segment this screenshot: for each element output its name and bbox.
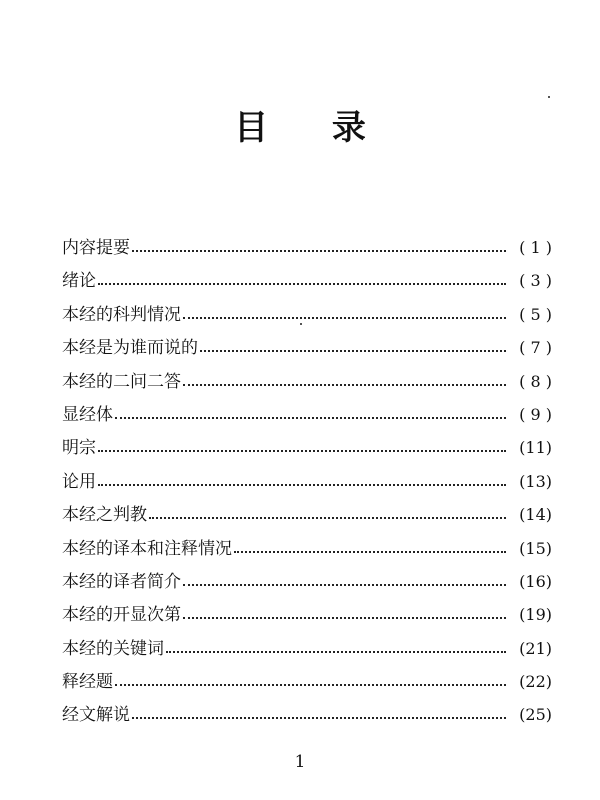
scan-speck: [548, 96, 550, 98]
toc-entry-page: ( 5 ): [519, 304, 552, 324]
toc-entry-label: 本经的二问二答: [62, 371, 181, 392]
toc-entry-page: (25): [519, 705, 552, 725]
toc-entry-page: (14): [519, 505, 552, 525]
page-title: 目 录: [234, 108, 392, 148]
toc-entry-label: 本经的译者简介: [62, 571, 181, 592]
toc-entry-label: 本经的开显次第: [62, 605, 181, 626]
toc-leader-dots: [132, 705, 506, 719]
toc-entry-label: 明宗: [62, 438, 96, 459]
toc-entry-label: 绪论: [62, 271, 96, 292]
toc-leader-dots: [149, 505, 506, 519]
toc-entry-page: ( 7 ): [519, 338, 552, 358]
toc-leader-dots: [183, 305, 506, 319]
toc-entry[interactable]: [62, 300, 552, 333]
toc-entry-label: 本经的译本和注释情况: [62, 538, 232, 559]
toc-entry-page: (11): [519, 438, 552, 458]
toc-entry-page: (15): [519, 538, 552, 558]
toc-entry-page: (13): [519, 471, 552, 491]
toc-entry[interactable]: [62, 600, 552, 633]
toc-entry-label: 论用: [62, 471, 96, 492]
toc-entry[interactable]: [62, 433, 552, 466]
toc-leader-dots: [166, 639, 506, 653]
toc-leader-dots: [98, 472, 506, 486]
toc-entry-label: 显经体: [62, 404, 113, 425]
toc-entry[interactable]: [62, 534, 552, 567]
toc-leader-dots: [98, 271, 506, 285]
toc-entry-label: 本经是为谁而说的: [62, 338, 198, 359]
toc-entry-page: (19): [519, 605, 552, 625]
toc-leader-dots: [115, 672, 506, 686]
toc-leader-dots: [234, 539, 506, 553]
toc-leader-dots: [183, 372, 506, 386]
toc-leader-dots: [115, 405, 506, 419]
toc-entry[interactable]: [62, 233, 552, 266]
toc-entry-page: ( 1 ): [519, 238, 552, 257]
toc-entry[interactable]: [62, 367, 552, 400]
toc-entry[interactable]: [62, 500, 552, 533]
toc-entry[interactable]: [62, 266, 552, 299]
toc-entry-page: (16): [519, 571, 552, 591]
toc-entry-page: ( 8 ): [519, 371, 552, 391]
toc-entry-label: 释经题: [62, 672, 113, 693]
toc-entry[interactable]: [62, 333, 552, 366]
toc-entry-page: (22): [519, 672, 552, 692]
toc-entry-label: 本经之判教: [62, 505, 147, 526]
toc-entry[interactable]: [62, 467, 552, 500]
table-of-contents: [62, 233, 552, 734]
toc-entry-label: 经文解说: [62, 705, 130, 726]
toc-entry[interactable]: [62, 400, 552, 433]
toc-leader-dots: [183, 605, 506, 619]
toc-leader-dots: [98, 438, 506, 452]
toc-entry-label: 本经的关键词: [62, 638, 164, 659]
toc-entry[interactable]: [62, 667, 552, 700]
toc-entry[interactable]: [62, 634, 552, 667]
toc-leader-dots: [183, 572, 506, 586]
toc-entry[interactable]: [62, 700, 552, 733]
toc-leader-dots: [132, 238, 506, 252]
toc-entry-page: ( 9 ): [519, 404, 552, 424]
toc-entry-page: (21): [519, 638, 552, 658]
toc-entry-page: ( 3 ): [519, 271, 552, 291]
toc-entry-label: 本经的科判情况: [62, 304, 181, 325]
toc-entry-label: 内容提要: [62, 238, 130, 258]
toc-leader-dots: [200, 338, 506, 352]
page-number: 1: [294, 752, 306, 772]
toc-entry[interactable]: [62, 567, 552, 600]
